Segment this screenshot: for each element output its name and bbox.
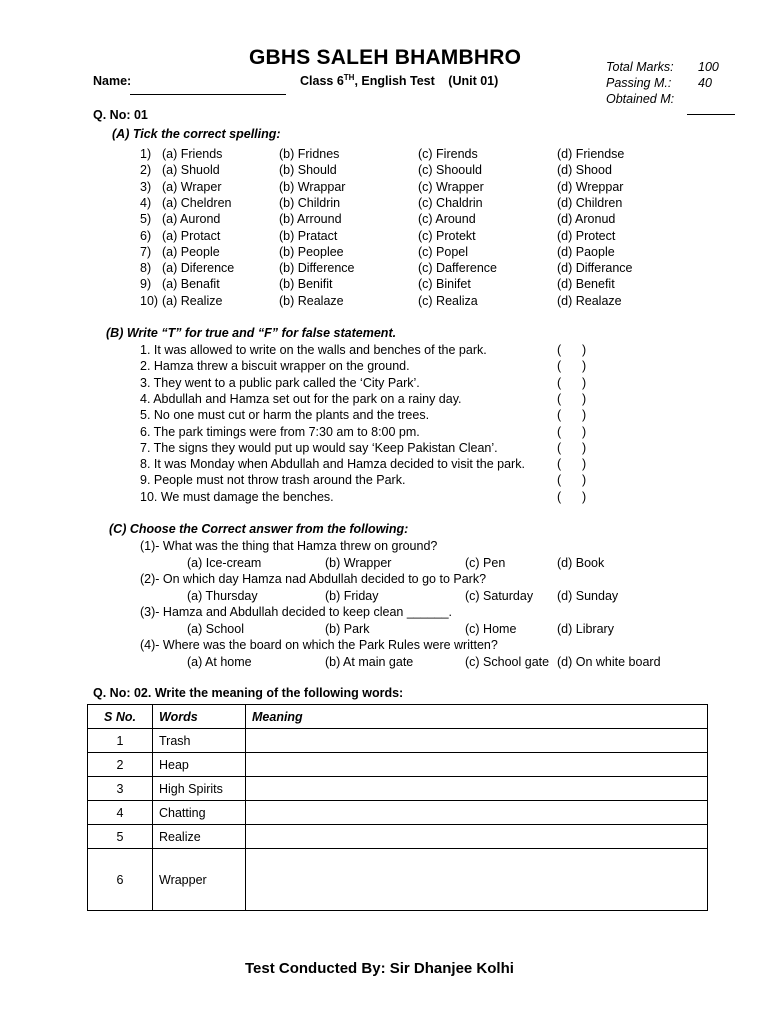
table-row [88,753,708,777]
answer-blank: ( ) [557,391,587,406]
option-a: (a) Wraper [162,179,222,194]
table-row [88,777,708,801]
option-c: (c) Wrapper [418,179,484,194]
mcq-question: (3)- Hamza and Abdullah decided to keep clean ______. [140,605,453,619]
option-c: (c) Pen [465,555,506,570]
option-c: (c) Firends [418,147,478,161]
option-b: (b) At main gate [325,654,414,669]
answer-blank: ( ) [557,457,587,472]
option-d: (d) Friendse [557,147,625,161]
statement: 5. No one must cut or harm the plants and the trees. [140,408,430,423]
cell-word: Wrapper [153,849,246,911]
option-d: (d) Library [557,621,614,636]
option-c: (c) Shoould [418,163,482,178]
answer-blank: ( ) [557,375,587,390]
option-c: (c) Saturday [465,588,534,603]
statement: 3. They went to a public park called the ‘City Park’. [140,375,420,390]
item-number: 7) [140,244,152,259]
mcq-question: (2)- On which day Hamza nad Abdullah decided to go to Park? [140,572,487,586]
answer-blank: ( ) [557,343,587,357]
cell-meaning [246,777,708,801]
answer-blank: ( ) [557,473,587,488]
cell-meaning [246,753,708,777]
item-number: 5) [140,212,152,227]
option-a: (a) Diference [162,261,235,276]
name-underline [130,94,286,95]
answer-blank: ( ) [557,440,587,455]
cell-meaning [246,729,708,753]
option-c: (c) Around [418,212,476,227]
statement: 7. The signs they would put up would say ‘Keep Pakistan Clean’. [140,440,498,455]
cell-meaning [246,849,708,911]
cell-meaning [246,801,708,825]
option-a: (a) Aurond [162,212,221,227]
option-b: (b) Wrapper [325,555,392,570]
cell-word: Trash [153,729,246,753]
marks-value: 100 [698,60,719,74]
col-words: Words [153,705,246,729]
cell-meaning [246,825,708,849]
item-number: 3) [140,179,152,194]
marks-label: Total Marks: [606,60,674,74]
option-a: (a) Realize [162,293,223,308]
option-c: (c) Realiza [418,293,478,308]
statement: 6. The park timings were from 7:30 am to 8:00 pm. [140,424,420,439]
option-b: (b) Difference [279,261,355,276]
option-d: (d) Benefit [557,277,615,292]
cell-sno: 5 [88,825,153,849]
table-row [88,729,708,753]
answer-blank: ( ) [557,408,587,423]
marks-label: Passing M.: [606,76,672,90]
option-c: (c) Home [465,621,517,636]
cell-word: Chatting [153,801,246,825]
option-d: (d) Sunday [557,588,619,603]
statement: 1. It was allowed to write on the walls and benches of the park. [140,343,487,357]
cell-word: Heap [153,753,246,777]
item-number: 1) [140,147,152,161]
col-sno: S No. [88,705,153,729]
option-b: (b) Should [279,163,337,178]
obtained-underline [687,114,735,115]
answer-blank: ( ) [557,359,587,374]
option-c: (c) Protekt [418,228,476,243]
answer-blank: ( ) [557,424,587,439]
item-number: 2) [140,163,152,178]
question-1-heading: Q. No: 01 [93,108,148,122]
option-d: (d) Aronud [557,212,616,227]
option-a: (a) Friends [162,147,223,161]
item-number: 4) [140,195,152,210]
option-c: (c) Dafference [418,261,497,276]
option-a: (a) Benafit [162,277,220,292]
item-number: 9) [140,277,152,292]
marks-value: 40 [698,76,712,90]
col-meaning: Meaning [246,705,708,729]
option-a: (a) School [187,621,244,636]
mcq-question: (1)- What was the thing that Hamza threw on ground? [140,539,438,553]
statement: 4. Abdullah and Hamza set out for the park on a rainy day. [140,391,462,406]
meanings-table [87,704,708,911]
option-b: (b) Pratact [279,228,338,243]
option-a: (a) Shuold [162,163,220,178]
option-d: (d) Differance [557,261,633,276]
cell-sno: 4 [88,801,153,825]
answer-blank: ( ) [557,489,587,504]
part-b-title: (B) Write “T” for true and “F” for false statement. [106,326,397,340]
option-c: (c) Binifet [418,277,471,292]
option-c: (c) Chaldrin [418,195,483,210]
option-b: (b) Fridnes [279,147,340,161]
item-number: 6) [140,228,152,243]
option-a: (a) People [162,244,220,259]
option-b: (b) Childrin [279,195,341,210]
marks-label: Obtained M: [606,92,675,106]
table-row [88,825,708,849]
mcq-question: (4)- Where was the board on which the Park Rules were written? [140,638,498,652]
option-a: (a) Protact [162,228,221,243]
class-info: Class 6TH, English Test (Unit 01) [300,73,499,89]
option-d: (d) On white board [557,654,661,669]
option-d: (d) Shood [557,163,612,178]
option-b: (b) Arround [279,212,342,227]
option-d: (d) Protect [557,228,616,243]
option-a: (a) Ice-cream [187,555,262,570]
part-c-title: (C) Choose the Correct answer from the following: [109,522,409,536]
option-b: (b) Wrappar [279,179,346,194]
question-2-heading: Q. No: 02. Write the meaning of the following words: [93,686,404,700]
table-row [88,801,708,825]
cell-word: High Spirits [153,777,246,801]
school-title: GBHS SALEH BHAMBHRO [249,46,522,69]
footer-credit: Test Conducted By: Sir Dhanjee Kolhi [245,960,514,977]
cell-word: Realize [153,825,246,849]
name-label: Name: [93,74,132,88]
cell-sno: 1 [88,729,153,753]
option-a: (a) Thursday [187,588,258,603]
option-c: (c) Popel [418,244,469,259]
option-b: (b) Park [325,621,370,636]
option-d: (d) Wreppar [557,179,624,194]
option-b: (b) Benifit [279,277,333,292]
cell-sno: 3 [88,777,153,801]
option-d: (d) Book [557,555,605,570]
option-b: (b) Peoplee [279,244,344,259]
option-a: (a) At home [187,654,252,669]
option-d: (d) Realaze [557,293,622,308]
option-d: (d) Paople [557,244,615,259]
item-number: 8) [140,261,152,276]
statement: 10. We must damage the benches. [140,489,334,504]
option-d: (d) Children [557,195,623,210]
statement: 9. People must not throw trash around the Park. [140,473,406,488]
cell-sno: 2 [88,753,153,777]
cell-sno: 6 [88,849,153,911]
statement: 8. It was Monday when Abdullah and Hamza decided to visit the park. [140,457,525,472]
item-number: 10) [140,293,159,308]
part-a-title: (A) Tick the correct spelling: [112,127,281,141]
option-a: (a) Cheldren [162,195,232,210]
option-b: (b) Realaze [279,293,344,308]
option-b: (b) Friday [325,588,379,603]
table-row [88,849,708,911]
option-c: (c) School gate [465,654,550,669]
table-header-row [88,705,708,729]
statement: 2. Hamza threw a biscuit wrapper on the ground. [140,359,410,374]
